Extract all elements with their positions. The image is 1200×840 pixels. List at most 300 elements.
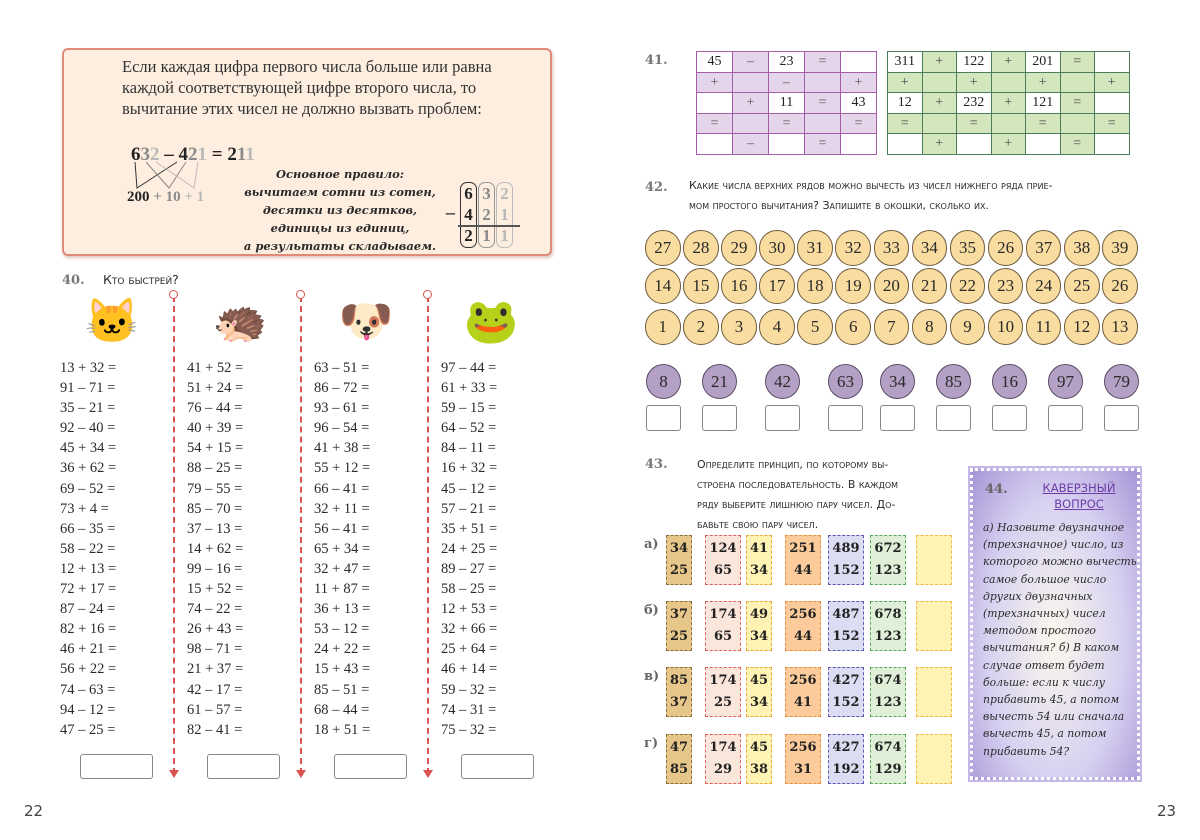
pair-top: 85 [669,673,689,688]
equation: 15 + 43 = [314,661,371,678]
pair-top: 427 [832,740,860,755]
equation: 45 + 34 = [60,440,117,457]
main-rule-line: десятки из десятков, [262,203,418,217]
tricky-question-title: КАВЕРЗНЫЙ ВОПРОС [1042,481,1116,511]
number-coin: 12 [1064,309,1100,345]
column-subtraction: – 6 4 2 3 2 1 2 1 1 [446,182,526,248]
equation: 14 + 62 = [187,540,244,557]
number-coin: 21 [912,268,948,304]
grid-operator-cell: = [1060,134,1095,155]
answer-box[interactable] [207,754,280,779]
grid-input-cell[interactable]: 12 [888,93,923,114]
equation: 56 + 22 = [60,661,117,678]
number-coin: 20 [874,268,910,304]
count-answer-box[interactable] [936,405,971,431]
pair-top: 678 [874,607,902,622]
equation: 32 + 66 = [441,621,498,638]
pair-top: 174 [709,740,737,755]
pair-top: 256 [789,673,817,688]
equation: 88 – 25 = [187,460,243,477]
pair-bottom: 31 [793,762,813,777]
target-coin: 34 [880,364,915,399]
answer-box[interactable] [461,754,534,779]
equation-column [187,358,307,740]
pair-bottom: 123 [874,629,902,644]
pair-top: 34 [669,541,689,556]
equation: 13 + 32 = [60,360,117,376]
task-title-40: Кто быстрей? [103,272,179,287]
grid-operator-cell: + [991,93,1026,114]
count-answer-box[interactable] [765,405,800,431]
grid-input-cell[interactable]: 201 [1026,52,1061,73]
number-pair-stamp [705,734,741,784]
empty-pair-stamp[interactable] [916,601,952,651]
equation: 65 + 34 = [314,540,371,557]
task-number-42: 42. [645,180,668,195]
number-coin: 11 [1026,309,1062,345]
number-coin: 34 [912,230,948,266]
grid-input-cell[interactable] [1095,52,1130,73]
equation: 54 + 15 = [187,440,244,457]
grid-operator-cell: = [1026,113,1061,134]
main-rule-line: единицы из единиц, [270,221,410,235]
equation: 35 + 51 = [441,520,498,537]
target-coin: 8 [646,364,681,399]
equation: 56 – 41 = [314,520,370,537]
grid-input-cell[interactable]: 45 [697,52,733,73]
answer-box[interactable] [80,754,153,779]
grid-operator-cell: – [769,72,805,93]
equation: 57 – 21 = [441,500,497,517]
number-pair-stamp [785,734,821,784]
row-label: б) [644,603,659,618]
main-rule-title: Основное правило: [275,167,405,181]
count-answer-box[interactable] [646,405,681,431]
grid-operator-cell [1060,72,1095,93]
row-label: г) [644,736,659,751]
number-coin: 7 [874,309,910,345]
count-answer-box[interactable] [1048,405,1083,431]
example-equation: 632 – 421 = 211 [131,144,255,165]
number-coin: 17 [759,268,795,304]
grid-operator-cell [922,72,957,93]
equation: 69 – 52 = [60,480,116,497]
number-pair-stamp [666,535,692,585]
count-answer-box[interactable] [1104,405,1139,431]
pair-top: 427 [832,673,860,688]
grid-operator-cell: = [697,113,733,134]
equation: 35 – 21 = [60,400,116,417]
equation-column [441,358,561,740]
number-pair-stamp [666,667,692,717]
grid-row [888,113,1130,134]
equation: 16 + 32 = [441,460,498,477]
grid-row [697,134,877,155]
equation: 82 – 41 = [187,721,243,738]
equation: 45 – 12 = [441,480,497,497]
grid-input-cell[interactable]: 23 [769,52,805,73]
number-pair-stamp [666,601,692,651]
pair-top: 674 [874,740,902,755]
grid-input-cell[interactable] [1026,134,1061,155]
number-coin: 14 [645,268,681,304]
equation: 12 + 53 = [441,601,498,618]
count-answer-box[interactable] [992,405,1027,431]
page-number-right: 23 [1157,802,1177,820]
equation: 55 + 12 = [314,460,371,477]
equation: 37 – 13 = [187,520,243,537]
pair-bottom: 65 [713,563,733,578]
number-coin: 35 [950,230,986,266]
number-pair-stamp [666,734,692,784]
cat-icon: 🐱 [84,296,140,347]
task-number-41: 41. [645,53,668,68]
target-coin: 85 [936,364,971,399]
grid-operator-cell: = [957,113,992,134]
equation: 82 + 16 = [60,621,117,638]
equation: 36 + 62 = [60,460,117,477]
equation: 24 + 22 = [314,641,371,658]
equation: 46 + 14 = [441,661,498,678]
number-coin: 26 [1102,268,1138,304]
main-rule-line: а результаты складываем. [243,239,437,253]
count-answer-box[interactable] [702,405,737,431]
number-pair-stamp [705,535,741,585]
number-coin: 2 [683,309,719,345]
equation: 99 – 16 = [187,560,243,577]
puzzle-grid-purple [696,51,877,155]
target-coin: 79 [1104,364,1139,399]
task-text-42: Какие числа верхних рядов можно вычесть из чисел нижнего ряда прие- мом простого вычитания? Запишите в окошки, сколько их. [689,179,1053,212]
number-coin: 3 [721,309,757,345]
pair-top: 256 [789,740,817,755]
track-start-icon [169,290,178,299]
number-coin: 18 [797,268,833,304]
equation: 66 – 35 = [60,520,116,537]
answer-box[interactable] [334,754,407,779]
grid-input-cell[interactable] [769,134,805,155]
number-coin: 37 [1026,230,1062,266]
hedgehog-icon: 🦔 [212,296,268,347]
number-coin: 19 [835,268,871,304]
grid-input-cell[interactable] [697,93,733,114]
grid-operator-cell [1060,113,1095,134]
grid-operator-cell: = [805,52,841,73]
grid-operator-cell: = [769,113,805,134]
pair-bottom: 85 [669,762,689,777]
equation: 74 – 31 = [441,701,497,718]
grid-row [697,93,877,114]
number-coin: 32 [835,230,871,266]
equation: 11 + 87 = [314,581,370,598]
race-track-divider [300,296,302,774]
grid-input-cell[interactable]: 121 [1026,93,1061,114]
pair-bottom: 44 [793,629,813,644]
number-pair-stamp [870,535,906,585]
pair-top: 41 [749,541,769,556]
equation: 41 + 38 = [314,440,371,457]
pair-bottom: 152 [832,629,860,644]
equation: 53 – 12 = [314,621,370,638]
pair-bottom: 25 [713,695,733,710]
pair-top: 45 [749,673,769,688]
pair-bottom: 123 [874,695,902,710]
grid-operator-cell: = [1060,93,1095,114]
tens-column: 3 2 1 [478,182,495,248]
equation: 32 + 11 = [314,500,370,517]
grid-operator-cell: – [733,52,769,73]
grid-row [697,72,877,93]
equation: 36 + 13 = [314,601,371,618]
equation: 61 – 57 = [187,701,243,718]
tricky-question-card [970,468,1140,780]
number-coin: 1 [645,309,681,345]
grid-operator-cell: = [805,93,841,114]
equation: 86 – 72 = [314,380,370,397]
pair-bottom: 38 [749,762,769,777]
number-pair-stamp [785,667,821,717]
grid-operator-cell: + [922,93,957,114]
equation: 58 – 22 = [60,540,116,557]
grid-operator-cell: + [1095,72,1130,93]
pair-top: 47 [669,740,689,755]
main-rule [240,165,440,255]
grid-operator-cell [805,113,841,134]
grid-input-cell[interactable] [697,134,733,155]
target-coin: 16 [992,364,1027,399]
grid-operator-cell: = [805,134,841,155]
grid-operator-cell: = [888,113,923,134]
main-rule-line: вычитаем сотни из сотен, [244,185,436,199]
equation: 41 + 52 = [187,360,244,376]
equation: 73 + 4 = [60,500,109,517]
equation: 59 – 32 = [441,681,497,698]
grid-input-cell[interactable]: 232 [957,93,992,114]
pair-bottom: 152 [832,695,860,710]
pair-top: 256 [789,607,817,622]
count-answer-box[interactable] [880,405,915,431]
grid-operator-cell: + [922,134,957,155]
number-pair-stamp [746,734,772,784]
grid-input-cell[interactable]: 11 [769,93,805,114]
grid-operator-cell [733,72,769,93]
grid-operator-cell [805,72,841,93]
number-coin: 28 [683,230,719,266]
pair-bottom: 192 [832,762,860,777]
equation: 58 – 25 = [441,581,497,598]
number-coin: 23 [988,268,1024,304]
pair-bottom: 34 [749,695,769,710]
number-pair-stamp [870,734,906,784]
pair-bottom: 152 [832,563,860,578]
equation: 87 – 24 = [60,601,116,618]
grid-input-cell[interactable] [841,134,877,155]
arrow-down-icon [169,770,179,778]
pair-bottom: 34 [749,563,769,578]
task-number-43: 43. [645,457,668,472]
pair-bottom: 123 [874,563,902,578]
track-start-icon [423,290,432,299]
number-pair-stamp [828,667,864,717]
grid-row [888,134,1130,155]
row-label: а) [644,537,659,552]
grid-input-cell[interactable] [1095,93,1130,114]
equation: 91 – 71 = [60,380,116,397]
equation: 96 – 54 = [314,420,370,437]
pair-bottom: 25 [669,629,689,644]
grid-operator-cell: = [1060,52,1095,73]
grid-row [697,113,877,134]
race-track-divider [173,296,175,774]
grid-operator-cell [991,113,1026,134]
number-pair-stamp [705,667,741,717]
target-coin: 42 [765,364,800,399]
grid-operator-cell: + [733,93,769,114]
equation: 79 – 55 = [187,480,243,497]
grid-input-cell[interactable]: 43 [841,93,877,114]
equation: 15 + 52 = [187,581,244,598]
pair-top: 45 [749,740,769,755]
race-track-divider [427,296,429,774]
number-coin: 27 [645,230,681,266]
row-label: в) [644,669,660,684]
equation: 94 – 12 = [60,701,116,718]
equation: 92 – 40 = [60,420,116,437]
number-coin: 30 [759,230,795,266]
task-number-40: 40. [62,273,85,288]
grid-operator-cell [733,113,769,134]
pair-bottom: 25 [669,563,689,578]
pair-bottom: 41 [793,695,813,710]
grid-row [888,72,1130,93]
number-coin: 22 [950,268,986,304]
pair-bottom: 129 [874,762,902,777]
rule-text: Если каждая цифра первого числа больше или равна каждой соответствующей цифре второго числа, то вычитание этих чисел не должно вызвать проблем: [122,57,492,118]
number-pair-stamp [746,535,772,585]
target-coin: 63 [828,364,863,399]
equation-column [314,358,434,740]
grid-operator-cell: + [697,72,733,93]
units-column: 2 1 1 [496,182,513,248]
grid-input-cell[interactable] [957,134,992,155]
arrow-down-icon [423,770,433,778]
pair-bottom: 34 [749,629,769,644]
equation: 46 + 21 = [60,641,117,658]
pair-bottom: 37 [669,695,689,710]
equation: 97 – 44 = [441,360,497,376]
equation: 24 + 25 = [441,540,498,557]
empty-pair-stamp[interactable] [916,535,952,585]
equation: 74 – 22 = [187,601,243,618]
number-coin: 10 [988,309,1024,345]
pair-top: 489 [832,541,860,556]
equation: 89 – 27 = [441,560,497,577]
grid-input-cell[interactable] [1095,134,1130,155]
equation: 68 – 44 = [314,701,370,718]
grid-input-cell[interactable] [888,134,923,155]
number-pair-stamp [746,601,772,651]
number-pair-stamp [828,535,864,585]
empty-pair-stamp[interactable] [916,734,952,784]
pair-top: 124 [709,541,737,556]
number-pair-stamp [870,601,906,651]
grid-operator-cell: + [922,52,957,73]
pair-top: 49 [749,607,769,622]
grid-operator-cell: = [1095,113,1130,134]
number-coin: 4 [759,309,795,345]
hundreds-column: 6 4 2 [460,182,477,248]
grid-operator-cell: + [957,72,992,93]
equation: 12 + 13 = [60,560,117,577]
grid-row [888,93,1130,114]
puzzle-grid-green [887,51,1130,155]
number-coin: 5 [797,309,833,345]
equation: 75 – 32 = [441,721,497,738]
pair-bottom: 29 [713,762,733,777]
equation: 51 + 24 = [187,380,244,397]
number-coin: 13 [1102,309,1138,345]
number-pair-stamp [785,601,821,651]
equation: 85 – 70 = [187,500,243,517]
number-coin: 16 [721,268,757,304]
equation: 42 – 17 = [187,681,243,698]
grid-operator-cell: + [888,72,923,93]
number-coin: 15 [683,268,719,304]
equation: 18 + 51 = [314,721,371,738]
number-coin: 24 [1026,268,1062,304]
tricky-question-body: а) Назовите двузначное (трехзначное) число, из которого можно вычесть самое большое число других двузначных (трехзначных) чисел методом простого вычитания? б) В каком случае ответ будет больше: если к числу прибавить 45, а потом вычесть 54 или сначала вычесть 45, а потом прибавить 54? [983,521,1137,758]
equation: 76 – 44 = [187,400,243,417]
grid-operator-cell: + [841,72,877,93]
pair-top: 251 [789,541,817,556]
grid-input-cell[interactable] [841,52,877,73]
number-coin: 25 [1064,268,1100,304]
equation: 93 – 61 = [314,400,370,417]
grid-row [888,52,1130,73]
equation: 40 + 39 = [187,420,244,437]
number-pair-stamp [828,601,864,651]
number-pair-stamp [785,535,821,585]
pair-bottom: 44 [793,563,813,578]
pair-top: 174 [709,607,737,622]
number-pair-stamp [746,667,772,717]
number-pair-stamp [828,734,864,784]
grid-operator-cell [922,113,957,134]
empty-pair-stamp[interactable] [916,667,952,717]
equation: 72 + 17 = [60,581,117,598]
equation: 63 – 51 = [314,360,370,376]
coin-row [645,230,1138,266]
equation: 25 + 64 = [441,641,498,658]
grid-input-cell[interactable]: 122 [957,52,992,73]
coin-row [645,309,1138,345]
equation: 26 + 43 = [187,621,244,638]
equation: 84 – 11 = [441,440,496,457]
equation: 74 – 63 = [60,681,116,698]
count-answer-box[interactable] [828,405,863,431]
grid-operator-cell: + [991,134,1026,155]
pair-top: 37 [669,607,689,622]
grid-input-cell[interactable]: 311 [888,52,923,73]
frog-icon: 🐸 [463,296,519,347]
equation: 21 + 37 = [187,661,244,678]
page-number-left: 22 [24,802,44,820]
grid-operator-cell [991,72,1026,93]
target-coin: 97 [1048,364,1083,399]
number-coin: 29 [721,230,757,266]
result-line [458,225,520,227]
dog-icon: 🐶 [338,296,394,347]
